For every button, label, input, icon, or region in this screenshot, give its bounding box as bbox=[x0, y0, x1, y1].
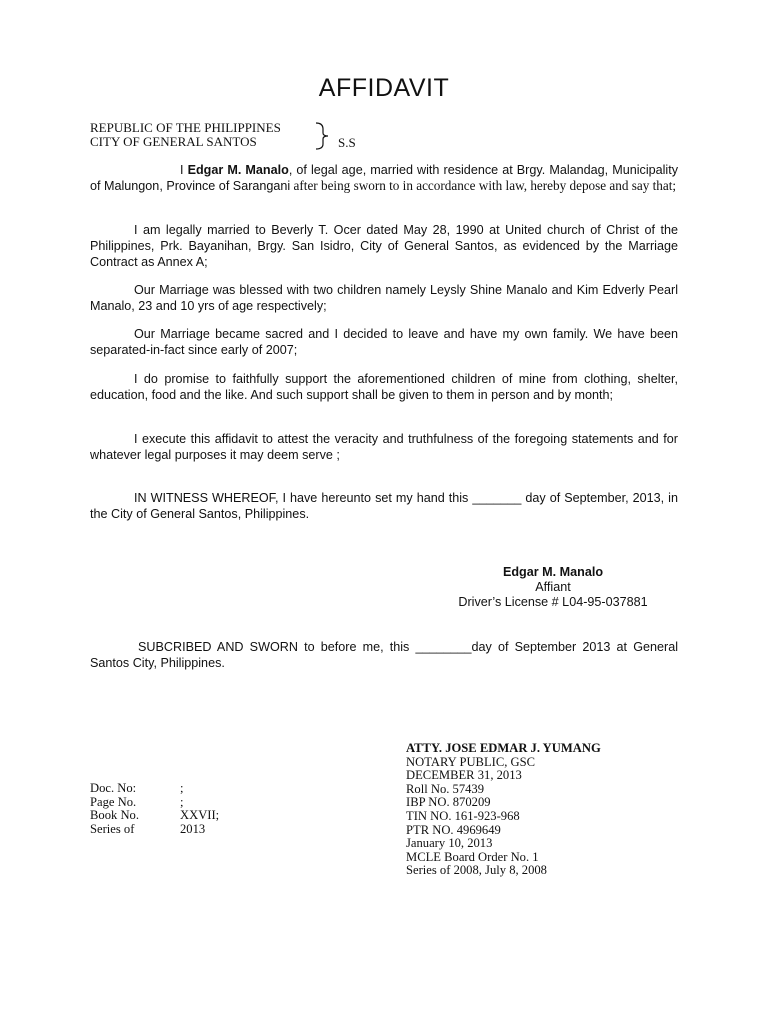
notary-line: PTR NO. 4969649 bbox=[406, 822, 501, 837]
doc-info-row bbox=[90, 782, 219, 796]
paragraph-marriage bbox=[90, 222, 678, 270]
venue-ss: S.S bbox=[338, 135, 356, 150]
doc-info-label: Page No. bbox=[90, 794, 137, 809]
affiant-name-inline: Edgar M. Manalo bbox=[187, 163, 289, 177]
paragraph-support bbox=[90, 371, 678, 403]
doc-info-row bbox=[90, 823, 219, 837]
paragraph-text: I do promise to faithfully support the aforementioned children of mine from clothing, shelter, education, food and the like. And such support shall be given to them in person and by month; bbox=[90, 372, 678, 402]
intro-sworn: after being sworn to in accordance with law, hereby depose and say that; bbox=[290, 178, 677, 193]
notary-name: ATTY. JOSE EDMAR J. YUMANG bbox=[406, 741, 601, 755]
paragraph-separation bbox=[90, 326, 678, 358]
notary-line: TIN NO. 161-923-968 bbox=[406, 808, 520, 823]
notary-line: IBP NO. 870209 bbox=[406, 795, 491, 810]
intro-residence: , of legal age, married with residence at Brgy. Malandag, Municipality of Malungon, Province of Sarangani bbox=[90, 163, 679, 193]
notary-line: Roll No. 57439 bbox=[406, 781, 485, 796]
jurat-paragraph bbox=[90, 639, 678, 671]
doc-info-value: XXVII; bbox=[180, 808, 220, 823]
venue-brace bbox=[314, 120, 336, 150]
notary-line: MCLE Board Order No. 1 bbox=[406, 849, 539, 864]
document-title: AFFIDAVIT bbox=[318, 74, 450, 102]
doc-info-label: Series of bbox=[90, 821, 135, 836]
notary-line: NOTARY PUBLIC, GSC bbox=[406, 754, 536, 769]
intro-paragraph bbox=[90, 162, 678, 194]
doc-info-value: ; bbox=[180, 794, 184, 809]
doc-info-value: ; bbox=[180, 781, 184, 795]
venue-city: CITY OF GENERAL SANTOS bbox=[90, 134, 257, 149]
notary-block bbox=[406, 742, 601, 878]
affiant-role: Affiant bbox=[535, 580, 571, 594]
paragraph-text: Our Marriage was blessed with two children namely Leysly Shine Manalo and Kim Edverly Pearl Manalo, 23 and 10 yrs of age respectively; bbox=[90, 283, 678, 313]
affiant-name: Edgar M. Manalo bbox=[502, 565, 604, 579]
doc-info-label: Doc. No: bbox=[90, 781, 137, 795]
doc-info-row bbox=[90, 796, 219, 810]
paragraph-children bbox=[90, 282, 678, 314]
doc-info-value: 2013 bbox=[180, 821, 206, 836]
notary-line: January 10, 2013 bbox=[406, 836, 493, 851]
notary-line: Series of 2008, July 8, 2008 bbox=[406, 863, 547, 878]
paragraph-text: I am legally married to Beverly T. Ocer dated May 28, 1990 at United church of Christ of the Philippines, Prk. Bayanihan, Brgy. San Isidro, City of General Santos, as evidenced by the Marriage Contract as Annex A; bbox=[90, 223, 678, 269]
jurat-text: SUBCRIBED AND SWORN to before me, this ________day of September 2013 at General Santos City, Philippines. bbox=[90, 640, 678, 670]
paragraph-text: Our Marriage became sacred and I decided to leave and have my own family. We have been separated-in-fact since early of 2007; bbox=[90, 327, 678, 357]
intro-pre: I bbox=[180, 163, 188, 177]
doc-info-block bbox=[90, 782, 219, 836]
witness-paragraph bbox=[90, 490, 678, 522]
paragraph-text: I execute this affidavit to attest the veracity and truthfulness of the foregoing statements and for whatever legal purposes it may deem serve ; bbox=[90, 432, 678, 462]
notary-line: DECEMBER 31, 2013 bbox=[406, 768, 522, 783]
affiant-signature-block bbox=[448, 565, 658, 610]
venue-block bbox=[90, 121, 281, 149]
doc-info-row bbox=[90, 809, 219, 823]
venue-country: REPUBLIC OF THE PHILIPPINES bbox=[90, 120, 281, 135]
witness-text: IN WITNESS WHEREOF, I have hereunto set my hand this _______ day of September, 2013, in the City of General Santos, Philippines. bbox=[90, 491, 678, 521]
affiant-license: Driver’s License # L04-95-037881 bbox=[458, 595, 648, 609]
doc-info-label: Book No. bbox=[90, 808, 139, 823]
paragraph-purpose bbox=[90, 431, 678, 463]
